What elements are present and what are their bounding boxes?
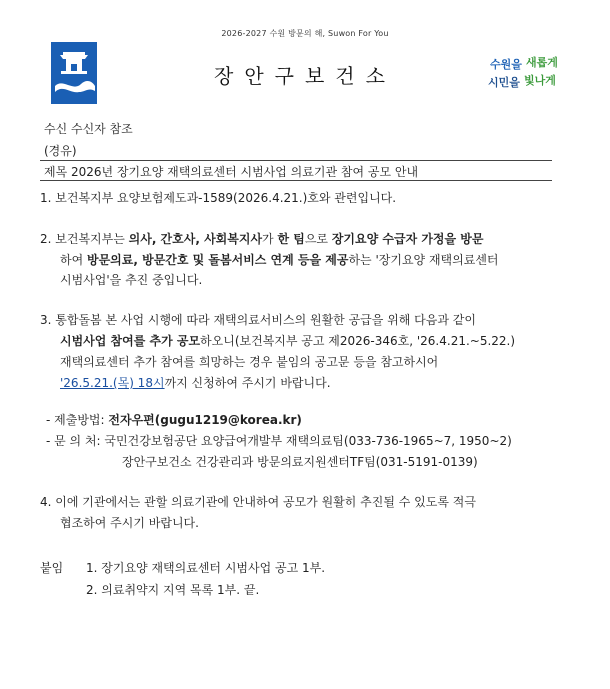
- via-line: (경유): [44, 144, 77, 158]
- deadline-date: '26.5.21.(목) 18시: [60, 376, 165, 390]
- p3-text: 하오니(보건복지부 공고 제2026-346호, '26.4.21.~5.22.): [200, 334, 516, 348]
- paragraph-2-line-2: [60, 250, 499, 271]
- paragraph-3-line-3: 재택의료센터 추가 참여를 희망하는 경우 붙임의 공고문 등을 참고하시어: [60, 355, 439, 369]
- header-divider-top: [40, 160, 552, 161]
- paragraph-4-line-1: 4. 이에 기관에서는 관할 의료기관에 안내하여 공모가 원활히 추진될 수 있도록 적극: [40, 495, 476, 509]
- contact-label: - 문 의 처:: [46, 434, 105, 448]
- subject-line: 제목 2026년 장기요양 재택의료센터 시범사업 의료기관 참여 공모 안내: [44, 165, 419, 179]
- paragraph-3-line-2: [60, 331, 515, 352]
- contact-line-1: [46, 431, 512, 452]
- paragraph-2-line-1: [40, 229, 483, 250]
- submission-label: - 제출방법:: [46, 413, 109, 427]
- p2-emphasis: 장기요양 수급자 가정을 방문: [331, 232, 484, 246]
- p2-emphasis: 한 팀: [277, 232, 305, 246]
- paragraph-2-line-3: 시범사업'을 추진 중입니다.: [60, 273, 203, 287]
- p2-emphasis: 의사, 간호사, 사회복지사: [128, 232, 263, 246]
- recipient-line: 수신 수신자 참조: [44, 122, 133, 136]
- paragraph-3-line-1: 3. 통합돌봄 본 사업 시행에 따라 재택의료서비스의 원활한 공급을 위해 다음과 같이: [40, 313, 476, 327]
- brand-text-1b: 새롭게: [526, 56, 558, 69]
- organization-name: 장안구보건소: [214, 64, 396, 88]
- city-slogan: 2026-2027 수원 방문의 해, Suwon For You: [221, 29, 389, 38]
- brand-text-2a: 시민을: [488, 76, 520, 89]
- p2-text: 2. 보건복지부는: [40, 232, 129, 246]
- paragraph-4-line-2: 협조하여 주시기 바랍니다.: [60, 516, 199, 530]
- brand-text-1a: 수원을: [490, 58, 522, 71]
- p2-text: 하는 '장기요양 재택의료센터: [348, 253, 499, 267]
- p2-text: 하여: [60, 253, 87, 267]
- p2-text: 으로: [304, 232, 332, 246]
- p3-text: 까지 신청하여 주시기 바랍니다.: [164, 376, 331, 390]
- contact-line-2: 장안구보건소 건강관리과 방문의료지원센터TF팀(031-5191-0139): [122, 455, 478, 469]
- paragraph-3-line-4: [60, 373, 331, 394]
- contact-nhis: 국민건강보험공단 요양급여개발부 재택의료팀(033-736-1965~7, 1950~2): [104, 434, 512, 448]
- attachments-label: 붙임: [40, 561, 64, 575]
- city-brand-slogan: [486, 52, 566, 100]
- p2-text: 가: [262, 232, 278, 246]
- p2-emphasis: 방문의료, 방문간호 및 돌봄서비스 연계 등을 제공: [87, 253, 349, 267]
- attachment-item-1: 1. 장기요양 재택의료센터 시범사업 공고 1부.: [86, 561, 326, 575]
- paragraph-1: 1. 보건복지부 요양보험제도과-1589(2026.4.21.)호와 관련입니다.: [40, 191, 397, 205]
- submission-method: [46, 410, 302, 431]
- header-divider-bottom: [40, 180, 552, 181]
- p3-emphasis: 시범사업 참여를 추가 공모: [60, 334, 201, 348]
- brand-text-2b: 빛나게: [524, 74, 556, 87]
- submission-email: 전자우편(gugu1219@korea.kr): [108, 413, 302, 427]
- attachment-item-2: 2. 의료취약지 지역 목록 1부. 끝.: [86, 583, 260, 597]
